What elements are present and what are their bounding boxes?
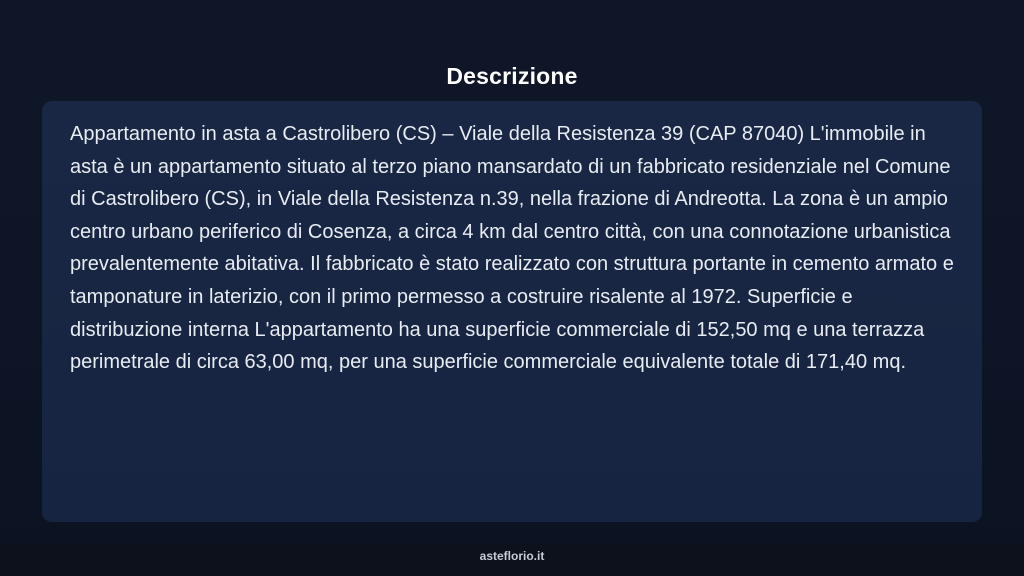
description-card [42, 101, 982, 522]
description-text: Appartamento in asta a Castrolibero (CS) – Viale della Resistenza 39 (CAP 87040) L'immobile in asta è un appartamento situato al terzo piano mansardato di un fabbricato residenziale nel Comune di Castrolibero (CS), in Viale della Resistenza n.39, nella frazione di Andreotta. La zona è un ampio centro urbano periferico di Cosenza, a circa 4 km dal centro città, con una connotazione urbanistica prevalentemente abitativa. Il fabbricato è stato realizzato con struttura portante in cemento armato e tamponature in laterizio, con il primo permesso a costruire risalente al 1972. Superficie e distribuzione interna L'appartamento ha una superficie commerciale di 152,50 mq e una terrazza perimetrale di circa 63,00 mq, per una superficie commerciale equivalente totale di 171,40 mq. [70, 123, 954, 374]
page-title: Descrizione [446, 63, 578, 90]
footer-site-label: asteflorio.it [479, 549, 545, 563]
